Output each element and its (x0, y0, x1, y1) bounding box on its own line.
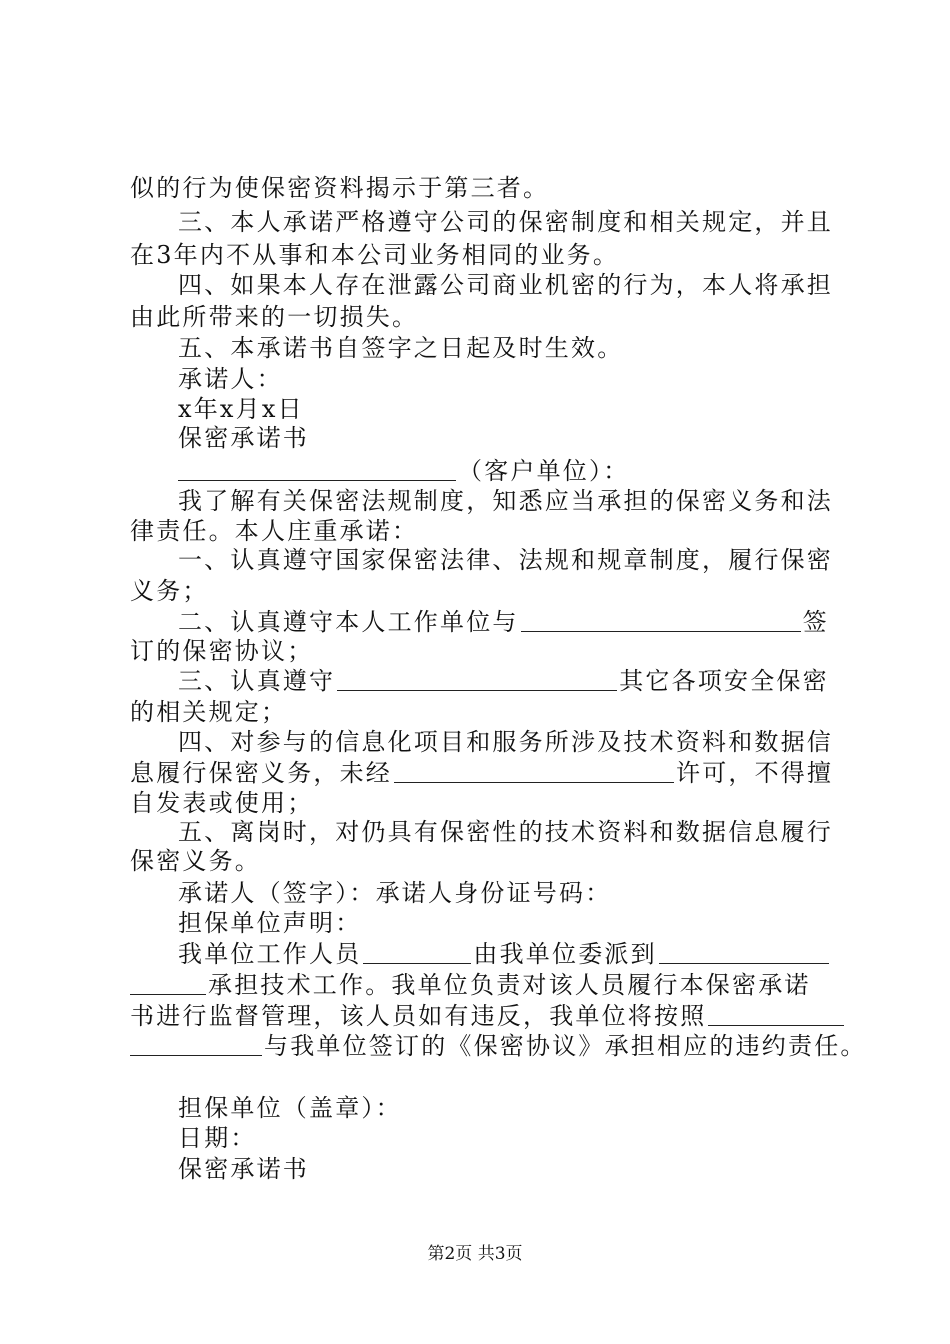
guarantor-line2: 承担技术工作。我单位负责对该人员履行本保密承诺 (130, 970, 830, 1000)
permission-blank[interactable] (394, 760, 674, 783)
item-one-line2: 义务； (130, 577, 209, 605)
item-five-line2: 保密义务。 (130, 847, 261, 875)
clause-four-line2: 由此所带来的一切损失。 (130, 303, 419, 331)
item-four-line2: 息履行保密义务，未经 许可，不得擅 (130, 759, 834, 787)
signature-line: 承诺人（签字）：承诺人身份证号码： (178, 879, 612, 907)
item-two-line2: 订的保密协议； (130, 637, 314, 665)
section-title-2: 保密承诺书 (178, 1155, 309, 1183)
item-three-line1: 三、认真遵守 其它各项安全保密 (178, 667, 829, 695)
regulation-blank[interactable] (337, 668, 617, 691)
employee-name-blank[interactable] (363, 941, 471, 964)
clause-four-line1: 四、如果本人存在泄露公司商业机密的行为，本人将承担 (178, 271, 833, 299)
item-two-line1: 二、认真遵守本人工作单位与 签 (178, 608, 829, 636)
guarantor-statement-title: 担保单位声明： (178, 909, 362, 937)
item-three-line2: 的相关规定； (130, 698, 288, 726)
item-four-line3: 自发表或使用； (130, 789, 314, 817)
date-label: 日期： (178, 1124, 257, 1152)
date-line: x年x月x日 (178, 395, 304, 423)
item-five-line1: 五、离岗时，对仍具有保密性的技术资料和数据信息履行 (178, 818, 833, 846)
intro-line2: 律责任。本人庄重承诺： (130, 517, 419, 545)
guarantor-line3: 书进行监督管理，该人员如有违反，我单位将按照 (130, 1001, 830, 1031)
agreement-blank[interactable] (708, 1003, 844, 1026)
agreement-blank-cont[interactable] (130, 1033, 262, 1056)
clause-three-line2: 在3年内不从事和本公司业务相同的业务。 (130, 241, 620, 269)
clause-three-line1: 三、本人承诺严格遵守公司的保密制度和相关规定，并且 (178, 208, 833, 236)
intro-line1: 我了解有关保密法规制度，知悉应当承担的保密义务和法 (178, 487, 833, 515)
guarantor-seal-label: 担保单位（盖章）： (178, 1094, 402, 1122)
item-four-line1: 四、对参与的信息化项目和服务所涉及技术资料和数据信 (178, 728, 833, 756)
client-unit-line: （客户单位）： (178, 456, 878, 486)
clause-five: 五、本承诺书自签字之日起及时生效。 (178, 334, 624, 362)
assigned-unit-blank[interactable] (659, 941, 829, 964)
promisor-label: 承诺人： (178, 365, 283, 393)
assigned-unit-blank-cont[interactable] (130, 972, 206, 995)
client-unit-blank[interactable] (178, 458, 456, 481)
guarantor-line4: 与我单位签订的《保密协议》承担相应的违约责任。 (130, 1031, 830, 1061)
text-line: 似的行为使保密资料揭示于第三者。 (130, 174, 550, 202)
page-number: 第2页 共3页 (427, 1244, 523, 1264)
guarantor-line1: 我单位工作人员 由我单位委派到 (178, 939, 878, 969)
item-one-line1: 一、认真遵守国家保密法律、法规和规章制度，履行保密 (178, 546, 833, 574)
section-title: 保密承诺书 (178, 424, 309, 452)
employer-blank[interactable] (521, 609, 801, 632)
